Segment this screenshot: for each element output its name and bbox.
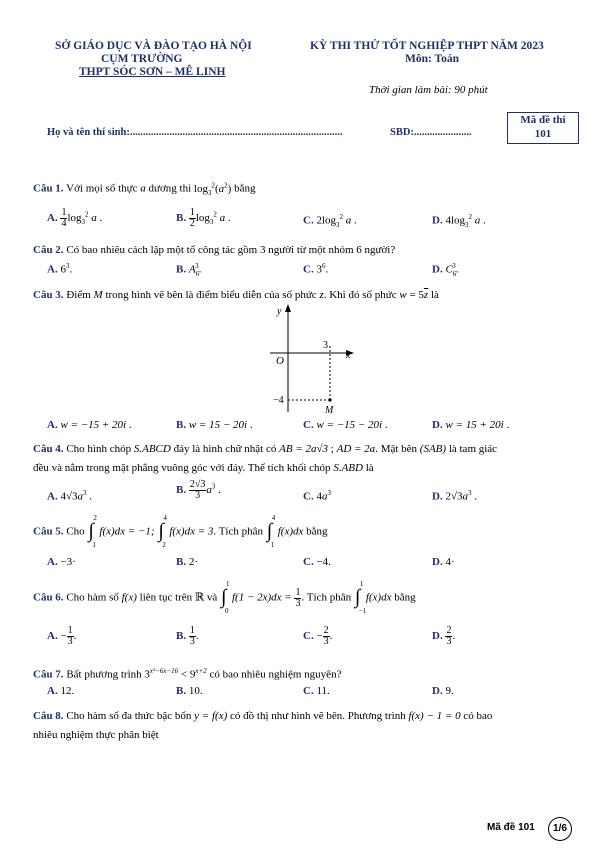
q7-option-c[interactable]: C. 11. bbox=[303, 685, 330, 697]
exam-code-value: 101 bbox=[534, 128, 552, 140]
x-axis-label: x bbox=[346, 350, 351, 361]
question-4-line-2: đều và nằm trong mặt phẳng vuông góc với đáy. Thể tích khối chóp S.ABD là bbox=[33, 462, 374, 474]
candidate-name-field: Họ và tên thí sinh:................................................................................. bbox=[47, 127, 343, 138]
q7-option-d[interactable]: D. 9. bbox=[432, 685, 454, 697]
q2-option-c[interactable]: C. $3^6$. bbox=[303, 262, 329, 276]
question-7: Câu 7. Bất phương trình $3^{x^2-6x-16} < 9^{x+2}$ có bao nhiêu nghiệm nguyên? bbox=[33, 667, 342, 681]
exam-code-label: Mã đề thi bbox=[520, 114, 566, 126]
q2-option-d[interactable]: D. $C_6^3$. bbox=[432, 262, 459, 278]
q3-option-c[interactable]: C. w = −15 − 20i . bbox=[303, 419, 388, 431]
question-8: Câu 8. Cho hàm số đa thức bậc bốn y = f(x) có đồ thị như hình vẽ bên. Phương trình f(x) − 1 = 0 có bao bbox=[33, 710, 493, 722]
subject: Môn: Toán bbox=[405, 53, 460, 65]
candidate-number-field: SBD:...................... bbox=[390, 127, 472, 138]
q4-option-d[interactable]: D. $2√3a^3$ . bbox=[432, 489, 477, 503]
question-1: Câu 1. Với mọi số thực a dương thì $\log_3^2(a^2)$ bằng bbox=[33, 181, 256, 197]
tick-label-minus4: −4 bbox=[273, 395, 284, 406]
cluster-name: CỤM TRƯỜNG bbox=[101, 53, 183, 65]
q3-option-d[interactable]: D. w = 15 + 20i . bbox=[432, 419, 510, 431]
question-6: Câu 6. Cho hàm số f(x) liên tục trên ℝ và ∫ 1 0 f(1 − 2x)dx = $\frac{1}{3}$ . Tích phân ∫ 1 −1 f(x)dx bằng bbox=[33, 580, 416, 615]
exam-time: Thời gian làm bài: 90 phút bbox=[369, 84, 488, 96]
q2-option-a[interactable]: A. $6^3$. bbox=[47, 262, 73, 276]
q1-option-d[interactable]: D. $4\log_3^2$ a . bbox=[432, 213, 486, 229]
q3-option-b[interactable]: B. w = 15 − 20i . bbox=[176, 419, 253, 431]
q7-option-b[interactable]: B. 10. bbox=[176, 685, 203, 697]
q2-option-b[interactable]: B. $A_6^3$. bbox=[176, 262, 202, 278]
footer-exam-code: Mã đề 101 bbox=[487, 822, 535, 833]
q6-option-a[interactable]: A. − $\frac{1}{3}$ . bbox=[47, 625, 77, 647]
q5-option-b[interactable]: B. 2· bbox=[176, 556, 199, 568]
q5-option-a[interactable]: A. −3· bbox=[47, 556, 76, 568]
q4-option-a[interactable]: A. $4√3a^3$ . bbox=[47, 489, 92, 503]
q6-option-b[interactable]: B. $\frac{1}{3}$ . bbox=[176, 625, 199, 647]
page-number: 1/6 bbox=[548, 817, 572, 841]
question-8-line-2: nhiêu nghiệm thực phân biệt bbox=[33, 729, 159, 741]
y-axis-label: y bbox=[277, 306, 282, 317]
q6-option-c[interactable]: C. − $\frac{2}{3}$ . bbox=[303, 625, 333, 647]
q7-option-a[interactable]: A. 12. bbox=[47, 685, 75, 697]
school-name: THPT SÓC SƠN – MÊ LINH bbox=[79, 66, 226, 78]
origin-label: O bbox=[276, 355, 284, 367]
q5-option-d[interactable]: D. 4· bbox=[432, 556, 455, 568]
question-3: Câu 3. Điểm M trong hình vẽ bên là điểm biểu diễn của số phức z. Khi đó số phức $w = 5\overline{z}$ là bbox=[33, 289, 439, 301]
question-2: Câu 2. Có bao nhiêu cách lập một tổ công tác gồm 3 người từ một nhóm 6 người? bbox=[33, 244, 396, 256]
q4-option-b[interactable]: B. $\frac{2√3}{3}$ $a^3$ . bbox=[176, 479, 221, 501]
exam-title: KỲ THI THỬ TỐT NGHIỆP THPT NĂM 2023 bbox=[310, 40, 544, 52]
complex-plane-figure bbox=[260, 302, 370, 420]
q3-option-a[interactable]: A. w = −15 + 20i . bbox=[47, 419, 132, 431]
q6-option-d[interactable]: D. $\frac{2}{3}$ . bbox=[432, 625, 456, 647]
q1-option-c[interactable]: C. $2\log_3^2$ a . bbox=[303, 213, 357, 229]
exam-code-box bbox=[507, 112, 579, 144]
q5-option-c[interactable]: C. −4. bbox=[303, 556, 331, 568]
question-5: Câu 5. Cho ∫ 2 1 f(x)dx = −1; ∫ 4 2 f(x)dx = 3. Tích phân ∫ 4 1 f(x)dx bằng bbox=[33, 514, 328, 549]
department-name: SỞ GIÁO DỤC VÀ ĐÀO TẠO HÀ NỘI bbox=[55, 40, 252, 52]
q1-option-b[interactable]: B. $\frac{1}{2}$ $\log_3^2 a$ . bbox=[176, 207, 231, 229]
tick-label-3: 3 bbox=[323, 340, 328, 351]
q1-option-a[interactable]: A. $\frac{1}{4}$ $\log_3^2 a$ . bbox=[47, 207, 103, 229]
point-m-label: M bbox=[325, 405, 334, 416]
question-4: Câu 4. Cho hình chóp S.ABCD đáy là hình chữ nhật có AB = 2a√3 ; AD = 2a. Mặt bên (SAB) là tam giác bbox=[33, 443, 498, 455]
q4-option-c[interactable]: C. $4a^3$ bbox=[303, 489, 331, 503]
